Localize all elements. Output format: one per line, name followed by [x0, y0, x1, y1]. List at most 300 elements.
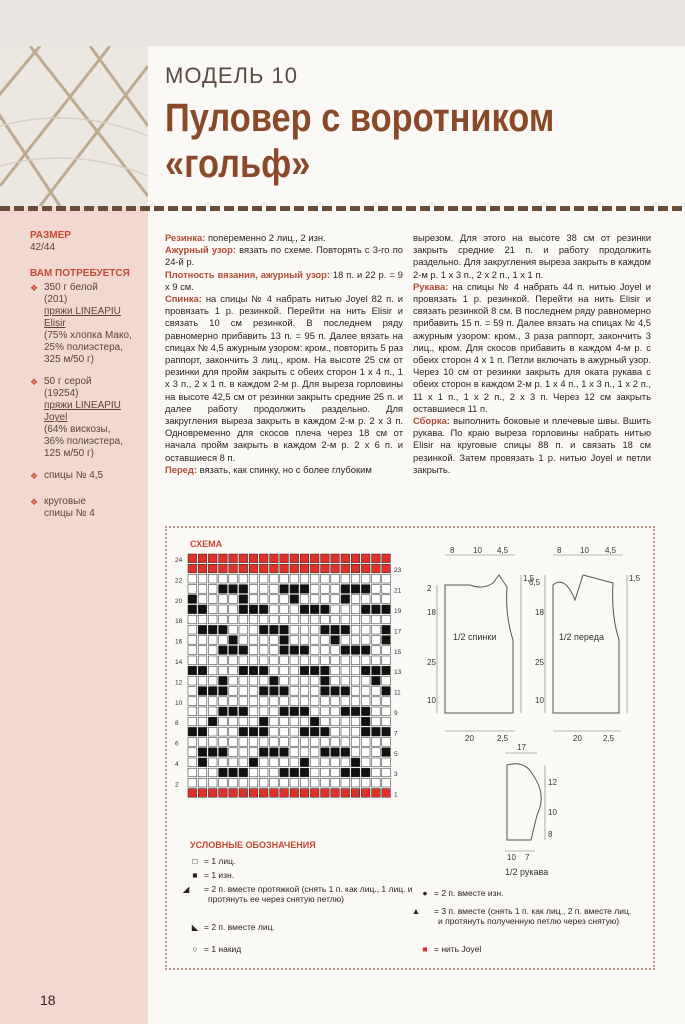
- legend-item-ssk: [182, 884, 418, 904]
- chart-cell-knit: [321, 707, 330, 716]
- chart-cell-purl: [341, 646, 350, 655]
- chart-cell-knit: [198, 656, 207, 665]
- chart-cell-red: [229, 564, 238, 573]
- chart-cell-knit: [188, 676, 197, 685]
- chart-cell-purl: [361, 585, 370, 594]
- chart-cell-knit: [259, 707, 268, 716]
- chart-cell-knit: [372, 656, 381, 665]
- chart-cell-knit: [229, 666, 238, 675]
- legend-item-joyel: [420, 944, 481, 954]
- chart-cell-knit: [229, 615, 238, 624]
- chart-cell-red: [300, 564, 309, 573]
- chart-cell-purl: [300, 768, 309, 777]
- dim-label: 8: [548, 830, 553, 839]
- materials-block: [30, 268, 145, 528]
- chart-cell-purl: [300, 707, 309, 716]
- legend-item-knit: [190, 856, 235, 866]
- chart-row-label: 1: [394, 791, 398, 799]
- chart-cell-knit: [382, 646, 391, 655]
- chart-cell-knit: [290, 738, 299, 747]
- size-value: 42/44: [30, 242, 56, 253]
- material-line: Elisir: [44, 318, 66, 329]
- chart-row-label: 17: [394, 628, 402, 636]
- chart-cell-knit: [239, 625, 248, 634]
- para-text: выполнить боковые и плечевые швы. Вшить рукава. По краю выреза горловины набрать нитью Elisir на круговые спицы 88 п. и связать 18 см резинкой. Затем провязать 1 р. нитью Joyel и петли закрыть.: [413, 415, 651, 475]
- para-text: вырезом. Для этого на высоте 38 см от резинки закрыть средние 21 п. и работу продолжить раздельно. Для закругления выреза закрыть в каждом 2-м р. 1 х 3 п., 2 х 2 п., 1 х 1 п.: [413, 232, 651, 280]
- legend-item-purl: [190, 870, 234, 880]
- material-line: пряжи LINEAPIU: [44, 306, 121, 317]
- para-text: вязать по схеме. Повторять с 3-го по 24-й р.: [165, 244, 403, 268]
- chart-cell-knit: [331, 697, 340, 706]
- chart-cell-knit: [280, 574, 289, 583]
- chart-cell-knit: [310, 595, 319, 604]
- chart-row-label: 11: [394, 689, 401, 697]
- page-number: 18: [40, 992, 56, 1008]
- chart-cell-purl: [372, 727, 381, 736]
- back-pattern-label: 1/2 спинки: [453, 632, 497, 642]
- chart-cell-knit: [321, 646, 330, 655]
- chart-cell-purl: [310, 727, 319, 736]
- chart-cell-purl: [280, 768, 289, 777]
- chart-cell-knit: [198, 768, 207, 777]
- chart-cell-red: [219, 789, 228, 798]
- material-line: пряжи LINEAPIU: [44, 400, 121, 411]
- chart-cell-purl: [280, 748, 289, 757]
- chart-cell-knit: [239, 738, 248, 747]
- chart-cell-knit: [341, 758, 350, 767]
- chart-cell-purl: [361, 666, 370, 675]
- chart-cell-red: [249, 564, 258, 573]
- chart-cell-red: [372, 564, 381, 573]
- chart-cell-knit: [290, 758, 299, 767]
- material-line: (64% вискозы,: [44, 424, 111, 435]
- para-text: попеременно 2 лиц., 2 изн.: [205, 232, 326, 243]
- front-pattern-outline: [553, 575, 619, 713]
- chart-row-label: 10: [175, 699, 183, 707]
- chart-cell-purl: [270, 625, 279, 634]
- chart-cell-knit: [372, 717, 381, 726]
- chart-row-label: 19: [394, 608, 402, 615]
- chart-cell-knit: [229, 687, 238, 696]
- chart-cell-knit: [239, 636, 248, 645]
- top-margin: [0, 0, 685, 46]
- chart-cell-knit: [290, 636, 299, 645]
- chart-cell-knit: [188, 646, 197, 655]
- chart-cell-purl: [382, 687, 391, 696]
- material-line: ❖ круговые: [44, 496, 86, 507]
- chart-cell-red: [249, 789, 258, 798]
- chart-cell-purl: [290, 595, 299, 604]
- chart-cell-red: [351, 564, 360, 573]
- materials-heading: ВАМ ПОТРЕБУЕТСЯ: [30, 268, 130, 279]
- chart-cell-knit: [382, 615, 391, 624]
- chart-cell-knit: [351, 676, 360, 685]
- chart-cell-red: [229, 554, 238, 563]
- chart-cell-knit: [219, 717, 228, 726]
- chart-cell-purl: [361, 727, 370, 736]
- legend-text: = 2 п. вместе протяжкой (снять 1 п. как лиц., 1 лиц. и протянуть ее через снятую петлю): [204, 884, 413, 904]
- chart-cell-knit: [321, 615, 330, 624]
- para: [165, 464, 372, 475]
- chart-cell-knit: [239, 656, 248, 665]
- chart-cell-knit: [270, 595, 279, 604]
- chart-cell-purl: [310, 717, 319, 726]
- chart-cell-knit: [351, 748, 360, 757]
- chart-row-label: 9: [394, 710, 398, 717]
- chart-cell-knit: [249, 574, 258, 583]
- dim-label: 8: [557, 546, 562, 555]
- chart-cell-purl: [382, 605, 391, 614]
- chart-cell-purl: [198, 625, 207, 634]
- chart-cell-purl: [259, 717, 268, 726]
- chart-cell-knit: [219, 574, 228, 583]
- chart-cell-purl: [331, 748, 340, 757]
- chart-cell-knit: [280, 727, 289, 736]
- knit-symbol-icon: □: [192, 856, 198, 866]
- chart-cell-purl: [219, 768, 228, 777]
- chart-cell-knit: [310, 585, 319, 594]
- chart-cell-red: [331, 789, 340, 798]
- chart-cell-knit: [198, 707, 207, 716]
- para-text: 18 п. и 22 р. = 9 х 9 см.: [165, 268, 403, 292]
- chart-cell-knit: [300, 574, 309, 583]
- chart-cell-knit: [290, 605, 299, 614]
- p2tog-symbol-icon: ●: [422, 888, 428, 898]
- chart-cell-purl: [219, 585, 228, 594]
- chart-cell-knit: [300, 748, 309, 757]
- chart-cell-red: [341, 554, 350, 563]
- para: [165, 293, 403, 463]
- legend-item-yo: [190, 944, 241, 954]
- chart-cell-knit: [361, 697, 370, 706]
- chart-cell-knit: [229, 676, 238, 685]
- dim-label: 17: [517, 743, 526, 752]
- chart-cell-purl: [239, 727, 248, 736]
- chart-cell-knit: [198, 636, 207, 645]
- chart-cell-knit: [249, 717, 258, 726]
- chart-cell-knit: [249, 738, 258, 747]
- chart-cell-knit: [351, 625, 360, 634]
- yarn-over-symbol-icon: ○: [192, 944, 198, 954]
- dim-label: 6,5: [529, 578, 541, 587]
- chart-cell-purl: [341, 748, 350, 757]
- material-line: 36% полиэстера,: [44, 436, 124, 447]
- chart-cell-knit: [198, 574, 207, 583]
- chart-cell-knit: [300, 636, 309, 645]
- para-text: на спицы № 4 набрать 44 п. нитью Joyel и провязать 1 р. резинкой. Перейти на нить Elisir и связать резинкой 8 см. В последнем ряду равномерно прибавить 15 п. = 59 п. Далее вязать на спицах № 4,5 ажурным узором: кром., 3 раза раппорт, закончить 3 лиц., кром. Для скосов прибавить в каждом 4-м р. с обеих сторон 4 х 1 п. Петли включать в ажурный узор. Через 10 см от резинки закрыть для оката рукава с обеих сторон в каждом 2-м р. 1 х 4 п., 1 х 3 п., 1 х 2 п., 11 х 1 п., 1 х 2 п., 2 х 3 п. Через 12 см закрыть оставшиеся 11 п.: [413, 280, 651, 414]
- chart-cell-knit: [219, 636, 228, 645]
- para: [413, 232, 651, 280]
- chart-cell-knit: [280, 605, 289, 614]
- chart-cell-knit: [341, 717, 350, 726]
- chart-cell-knit: [310, 646, 319, 655]
- chart-cell-red: [361, 554, 370, 563]
- chart-cell-knit: [372, 687, 381, 696]
- chart-cell-purl: [290, 585, 299, 594]
- chart-cell-knit: [249, 646, 258, 655]
- material-line: ❖ 350 г белой: [44, 282, 98, 293]
- chart-cell-knit: [351, 697, 360, 706]
- chart-cell-purl: [219, 625, 228, 634]
- chart-cell-red: [361, 789, 370, 798]
- chart-cell-red: [249, 554, 258, 563]
- chart-cell-knit: [310, 636, 319, 645]
- chart-cell-red: [280, 789, 289, 798]
- chart-cell-purl: [239, 707, 248, 716]
- chart-cell-knit: [331, 778, 340, 787]
- material-line: 25% полиэстера,: [44, 342, 124, 353]
- schema-label: СХЕМА: [190, 539, 223, 549]
- chart-cell-red: [239, 554, 248, 563]
- chart-cell-knit: [249, 636, 258, 645]
- chart-cell-knit: [372, 574, 381, 583]
- chart-cell-purl: [270, 687, 279, 696]
- chart-cell-knit: [239, 758, 248, 767]
- fabric-photo: [0, 46, 148, 206]
- chart-cell-red: [310, 554, 319, 563]
- chart-cell-knit: [229, 697, 238, 706]
- material-line: 125 м/50 г): [44, 448, 94, 459]
- chart-cell-knit: [198, 717, 207, 726]
- dim-label: 2,5: [497, 734, 509, 743]
- chart-cell-purl: [259, 625, 268, 634]
- chart-cell-knit: [259, 738, 268, 747]
- chart-cell-knit: [219, 595, 228, 604]
- dim-label: 2: [427, 584, 432, 593]
- chart-cell-knit: [310, 778, 319, 787]
- sleeve-pattern-outline: [507, 764, 541, 840]
- chart-cell-purl: [188, 666, 197, 675]
- chart-row-label: 15: [394, 648, 402, 656]
- material-line: ❖ 50 г серой: [44, 376, 92, 387]
- chart-row-label: 2: [175, 781, 179, 789]
- chart-cell-knit: [239, 687, 248, 696]
- chart-cell-knit: [321, 768, 330, 777]
- title-line-2: «гольф»: [165, 142, 311, 186]
- chart-cell-red: [198, 564, 207, 573]
- chart-cell-knit: [331, 676, 340, 685]
- chart-cell-knit: [310, 758, 319, 767]
- chart-cell-knit: [270, 666, 279, 675]
- chart-cell-knit: [270, 585, 279, 594]
- back-pattern-outline: [445, 575, 513, 713]
- chart-cell-knit: [229, 778, 238, 787]
- chart-cell-knit: [310, 738, 319, 747]
- chart-cell-purl: [249, 666, 258, 675]
- chart-cell-knit: [249, 676, 258, 685]
- material-item-4: [30, 496, 145, 520]
- chart-cell-red: [239, 789, 248, 798]
- chart-row-label: 8: [175, 720, 179, 728]
- dim-label: 20: [465, 734, 474, 743]
- chart-cell-purl: [259, 605, 268, 614]
- chart-cell-purl: [361, 646, 370, 655]
- chart-cell-purl: [351, 758, 360, 767]
- chart-cell-red: [351, 554, 360, 563]
- dim-label: 18: [535, 608, 544, 617]
- chart-cell-knit: [290, 727, 299, 736]
- chart-cell-knit: [351, 727, 360, 736]
- chart-cell-knit: [208, 666, 217, 675]
- material-line: (75% хлопка Мако,: [44, 330, 132, 341]
- chart-cell-knit: [361, 676, 370, 685]
- chart-cell-knit: [290, 748, 299, 757]
- dim-label: 4,5: [605, 546, 617, 555]
- chart-cell-knit: [361, 625, 370, 634]
- chart-cell-purl: [229, 585, 238, 594]
- chart-cell-knit: [341, 615, 350, 624]
- dim-label: 8: [450, 546, 455, 555]
- chart-cell-knit: [372, 646, 381, 655]
- chart-cell-knit: [229, 727, 238, 736]
- chart-cell-knit: [361, 595, 370, 604]
- chart-cell-red: [321, 789, 330, 798]
- material-line: Joyel: [44, 412, 68, 423]
- ssk-symbol-icon: ◢: [182, 884, 190, 894]
- chart-cell-red: [280, 554, 289, 563]
- chart-cell-knit: [239, 697, 248, 706]
- para-label: Рукава:: [413, 280, 449, 292]
- chart-cell-knit: [249, 595, 258, 604]
- chart-cell-knit: [382, 768, 391, 777]
- material-line: ❖ спицы № 4,5: [44, 470, 104, 481]
- chart-cell-knit: [208, 585, 217, 594]
- chart-cell-knit: [270, 615, 279, 624]
- chart-cell-knit: [300, 687, 309, 696]
- chart-cell-knit: [300, 676, 309, 685]
- chart-cell-purl: [229, 707, 238, 716]
- section-divider: [0, 206, 685, 211]
- chart-cell-knit: [321, 656, 330, 665]
- chart-cell-knit: [198, 778, 207, 787]
- legend-text: = 1 накид: [204, 944, 242, 954]
- chart-row-label: 13: [394, 669, 402, 677]
- chart-cell-knit: [382, 676, 391, 685]
- chart-cell-purl: [341, 595, 350, 604]
- chart-cell-knit: [208, 768, 217, 777]
- chart-cell-knit: [341, 636, 350, 645]
- chart-cell-knit: [219, 738, 228, 747]
- chart-row-label: 23: [394, 567, 402, 575]
- chart-cell-knit: [249, 707, 258, 716]
- chart-cell-purl: [382, 666, 391, 675]
- chart-cell-knit: [290, 697, 299, 706]
- chart-cell-knit: [290, 656, 299, 665]
- chart-cell-knit: [361, 574, 370, 583]
- chart-cell-red: [300, 554, 309, 563]
- chart-cell-knit: [198, 595, 207, 604]
- chart-cell-purl: [259, 687, 268, 696]
- chart-cell-knit: [270, 636, 279, 645]
- chart-cell-knit: [361, 636, 370, 645]
- chart-cell-knit: [341, 574, 350, 583]
- chart-cell-purl: [198, 605, 207, 614]
- chart-row-label: 22: [175, 577, 183, 585]
- chart-cell-knit: [361, 758, 370, 767]
- chart-cell-purl: [198, 727, 207, 736]
- chart-cell-red: [259, 554, 268, 563]
- dim-label: 4,5: [497, 546, 509, 555]
- chart-cell-purl: [372, 605, 381, 614]
- chart-cell-knit: [239, 717, 248, 726]
- chart-cell-purl: [361, 717, 370, 726]
- size-block: [30, 230, 145, 254]
- chart-cell-knit: [351, 738, 360, 747]
- chart-cell-knit: [341, 727, 350, 736]
- chart-cell-red: [321, 554, 330, 563]
- chart-cell-purl: [361, 707, 370, 716]
- chart-cell-knit: [249, 697, 258, 706]
- para-label: Резинка:: [165, 232, 206, 243]
- chart-row-label: 24: [175, 557, 183, 564]
- chart-cell-knit: [270, 758, 279, 767]
- chart-cell-knit: [208, 727, 217, 736]
- chart-cell-knit: [331, 738, 340, 747]
- chart-cell-purl: [351, 707, 360, 716]
- chart-row-label: 4: [175, 761, 179, 768]
- chart-cell-red: [341, 789, 350, 798]
- chart-cell-knit: [188, 585, 197, 594]
- chart-cell-knit: [331, 605, 340, 614]
- chart-cell-knit: [280, 666, 289, 675]
- chart-cell-purl: [372, 666, 381, 675]
- chart-cell-knit: [310, 656, 319, 665]
- chart-cell-knit: [300, 615, 309, 624]
- para-label: Плотность вязания, ажурный узор:: [165, 268, 330, 280]
- chart-cell-knit: [341, 778, 350, 787]
- chart-cell-knit: [188, 707, 197, 716]
- chart-cell-purl: [321, 748, 330, 757]
- chart-cell-purl: [331, 625, 340, 634]
- chart-cell-purl: [351, 768, 360, 777]
- chart-cell-purl: [351, 585, 360, 594]
- chart-cell-red: [208, 564, 217, 573]
- chart-cell-knit: [331, 656, 340, 665]
- chart-cell-knit: [331, 727, 340, 736]
- chart-cell-knit: [382, 778, 391, 787]
- chart-cell-knit: [351, 717, 360, 726]
- dim-label: 10: [427, 696, 436, 705]
- dim-label: 10: [473, 546, 482, 555]
- chart-cell-knit: [331, 595, 340, 604]
- k2tog-symbol-icon: ◣: [191, 922, 199, 932]
- chart-cell-red: [290, 554, 299, 563]
- red-yarn-symbol-icon: ■: [422, 944, 428, 954]
- chart-cell-knit: [270, 778, 279, 787]
- chart-cell-purl: [300, 758, 309, 767]
- legend-item-p2tog: [420, 888, 504, 898]
- chart-cell-knit: [372, 738, 381, 747]
- chart-cell-knit: [290, 676, 299, 685]
- chart-cell-red: [290, 789, 299, 798]
- chart-cell-red: [290, 564, 299, 573]
- chart-cell-knit: [351, 778, 360, 787]
- chart-cell-knit: [341, 676, 350, 685]
- chart-cell-knit: [208, 636, 217, 645]
- chart-cell-purl: [239, 595, 248, 604]
- legend-title: УСЛОВНЫЕ ОБОЗНАЧЕНИЯ: [190, 840, 316, 850]
- chart-cell-purl: [280, 646, 289, 655]
- chart-cell-knit: [341, 738, 350, 747]
- chart-cell-red: [280, 564, 289, 573]
- chart-cell-knit: [259, 697, 268, 706]
- chart-cell-red: [310, 564, 319, 573]
- chart-cell-knit: [331, 574, 340, 583]
- garment-patterns: [425, 545, 650, 885]
- chart-cell-knit: [361, 687, 370, 696]
- chart-cell-knit: [270, 605, 279, 614]
- material-item-3: [30, 470, 145, 482]
